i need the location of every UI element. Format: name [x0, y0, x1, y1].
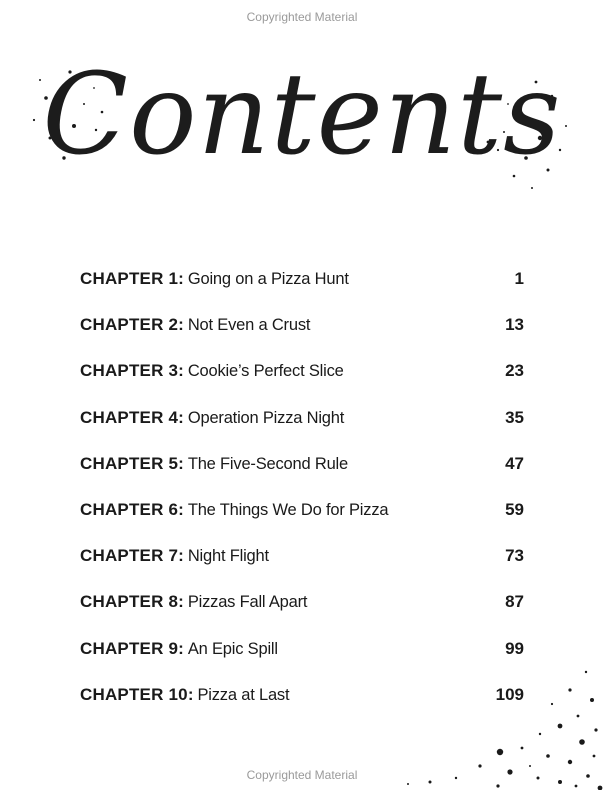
page-number: 87: [505, 592, 524, 612]
toc-row[interactable]: [80, 256, 524, 302]
toc-row[interactable]: [80, 533, 524, 579]
chapter-colon: :: [178, 315, 184, 335]
chapter-title: The Things We Do for Pizza: [187, 501, 389, 520]
copyright-watermark-top: Copyrighted Material: [246, 10, 358, 24]
toc-row[interactable]: [80, 302, 524, 348]
chapter-title: Pizza at Last: [197, 685, 290, 704]
page-number: 109: [495, 684, 524, 704]
chapter-label: CHAPTER 2: [80, 315, 179, 335]
chapter-label: CHAPTER 1: [80, 269, 179, 289]
chapter-colon: :: [178, 407, 184, 427]
page-number: 13: [505, 315, 524, 335]
toc-entry: [80, 454, 348, 474]
page-number: 47: [505, 453, 524, 473]
page-number: 59: [505, 500, 524, 520]
chapter-label: CHAPTER 9: [80, 638, 179, 658]
chapter-title: Pizzas Fall Apart: [187, 593, 308, 612]
page-number: 1: [514, 269, 524, 289]
toc-entry: [80, 639, 278, 659]
toc-entry: [80, 500, 388, 520]
toc-row[interactable]: [80, 487, 524, 533]
toc-entry: [80, 269, 349, 289]
toc-row[interactable]: [80, 348, 524, 394]
chapter-title: Operation Pizza Night: [187, 408, 345, 427]
chapter-colon: :: [178, 453, 184, 473]
page-number: 73: [505, 546, 524, 566]
chapter-title: An Epic Spill: [187, 639, 278, 658]
toc-row[interactable]: [80, 441, 524, 487]
chapter-label: CHAPTER 7: [80, 546, 179, 566]
table-of-contents: [80, 256, 524, 718]
chapter-title: Cookie’s Perfect Slice: [187, 362, 344, 381]
chapter-colon: :: [178, 638, 184, 658]
chapter-title: Not Even a Crust: [187, 316, 311, 335]
toc-row[interactable]: [80, 672, 524, 718]
page-number: 35: [505, 407, 524, 427]
chapter-title: The Five-Second Rule: [187, 454, 348, 473]
chapter-label: CHAPTER 3: [80, 361, 179, 381]
toc-entry: [80, 592, 307, 612]
chapter-title: Going on a Pizza Hunt: [187, 270, 349, 289]
page-number: 99: [505, 638, 524, 658]
chapter-label: CHAPTER 10: [80, 684, 188, 704]
toc-entry: [80, 408, 344, 428]
toc-entry: [80, 361, 344, 381]
chapter-label: CHAPTER 5: [80, 453, 179, 473]
toc-entry: [80, 685, 289, 705]
page-title: Contents: [42, 50, 562, 180]
chapter-colon: :: [178, 361, 184, 381]
toc-row[interactable]: [80, 626, 524, 672]
toc-entry: [80, 546, 269, 566]
chapter-colon: :: [178, 592, 184, 612]
chapter-label: CHAPTER 6: [80, 500, 179, 520]
toc-entry: [80, 315, 310, 335]
copyright-watermark-bottom: Copyrighted Material: [246, 768, 358, 782]
chapter-title: Night Flight: [187, 547, 269, 566]
chapter-colon: :: [178, 546, 184, 566]
chapter-colon: :: [178, 500, 184, 520]
chapter-colon: :: [178, 269, 184, 289]
chapter-label: CHAPTER 8: [80, 592, 179, 612]
page-number: 23: [505, 361, 524, 381]
chapter-label: CHAPTER 4: [80, 407, 179, 427]
chapter-colon: :: [187, 684, 194, 704]
toc-row[interactable]: [80, 579, 524, 625]
toc-row[interactable]: [80, 395, 524, 441]
